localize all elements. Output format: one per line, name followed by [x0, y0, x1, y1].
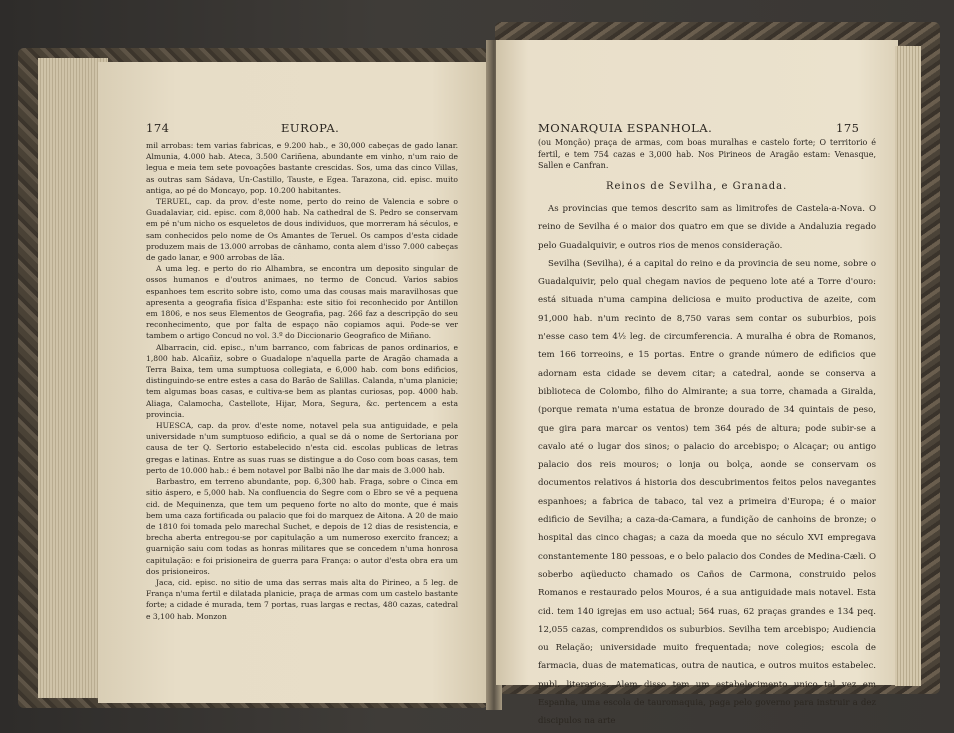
- right-top-paragraph: (ou Monção) praça de armas, com boas muralhas e castelo forte; O territorio é fertil, e tem 754 cazas e 3,000 hab. Nos Pirineos de Aragão estam: Venasque, Sallen e Canfran.: [538, 138, 876, 170]
- left-page: [98, 62, 490, 703]
- right-text-column: [538, 200, 876, 731]
- left-text-column: [146, 140, 458, 622]
- left-paragraph: Jaca, cid. episc. no sitio de uma das serras mais alta do Pirineo, a 5 leg. de França n'uma fertil e dilatada planicie, praça de armas com um castelo bastante forte; a cidade é murada, tem 7 portas, ruas largas e rectas, 480 cazas, catedral e 3,100 hab. Monzon: [146, 577, 458, 621]
- right-running-title: MONARQUIA ESPANHOLA.: [538, 121, 713, 135]
- right-page-number: 175: [836, 121, 860, 135]
- left-paragraph: mil arrobas: tem varias fabricas, e 9.200 hab., e 30,000 cabeças de gado lanar. Almunia, 4.000 hab. Ateca, 3.500 Cariñena, abundante em vinho, n'um raio de legua e meia tem sete povoações bastante crescidas. Sos, uma das cinco Villas, as outras sam Sádava, Un-Castillo, Tauste, e Egea. Tarazona, cid. episc. muito antiga, ao pé do Moncayo, pop. 10.200 habitantes.: [146, 141, 458, 195]
- right-page-edges: [895, 46, 921, 686]
- left-paragraph: TERUEL, cap. da prov. d'este nome, perto do reino de Valencia e sobre o Guadalaviar, cid. episc. com 8,000 hab. Na cathedral de S. Pedro se conservam em pé n'um nicho os esqueletos de dous individuos, que morreram há séculos, e sam conhecidos pelo nome de Os Amantes de Teruel. Os campos d'esta cidade produzem mais de 13.000 arrobas de cânhamo, conta alem d'isso 7.000 cabeças de gado lanar, e 900 arrobas de lãa.: [146, 197, 458, 263]
- left-running-title: EUROPA.: [281, 121, 340, 135]
- section-title: Reinos de Sevilha, e Granada.: [606, 181, 788, 192]
- left-page-number: 174: [146, 121, 170, 135]
- right-top-text: [538, 137, 876, 172]
- left-paragraph: A uma leg. e perto do rio Alhambra, se encontra um deposito singular de ossos humanos e d'outros animaes, no termo de Concud. Varios sabios espanhoes tem escrito sobre isto, como uma das cousas mais maravilhosas que apresenta a geografia física d'Espanha: este sitio foi reconhecido por Antillon em 1806, e nos seus Elementos de Geografia, pag. 266 faz a descripção do seu reconhecimento, que por falta de espaço não copiamos aqui. Pode-se ver tambem o artigo Concud no vol. 3.º do Diccionario Geografico de Miñano.: [146, 264, 458, 341]
- left-paragraph: HUESCA, cap. da prov. d'este nome, notavel pela sua antiguidade, e pela universidade n'um sumptuoso edificio, a qual se dá o nome de Sertoriana por causa de ter Q. Sertorio estabelecido n'esta cid. escolas publicas de letras gregas e latinas. Entre as suas ruas se distingue a do Coso com boas casas, tem perto de 10.000 hab.: é bem notavel por Balbi não lhe dar mais de 3.000 hab.: [146, 421, 458, 475]
- right-paragraph: As provincias que temos descrito sam as limitrofes de Castela-a-Nova. O reino de Sevilha é o maior dos quatro em que se divide a Andaluzia regado pelo Guadalquivir, e outros rios de menos consideração.: [538, 204, 876, 251]
- left-paragraph: Barbastro, em terreno abundante, pop. 6,300 hab. Fraga, sobre o Cinca em sitio áspero, e 5,000 hab. Na confluencia do Segre com o Ebro se vê a pequena cid. de Mequinenza, que tem um pequeno forte no alto do monte, que é mais bem uma caza fortificada ou palacio que foi do marquez de Aitona. A 20 de maio de 1810 foi tomada pelo marechal Suchet, e depois de 12 dias de resistencia, e brecha aberta entregou-se por capitulação a um numeroso exercito francez; a guarnição saiu com todas as honras militares que se concedem n'uma honrosa capitulação: e foi prisioneira de guerra para França: o autor d'esta obra era um dos prisioneiros.: [146, 477, 458, 576]
- left-paragraph: Albarracin, cid. episc., n'um barranco, com fabricas de panos ordinarios, e 1,800 hab. Alcañiz, sobre o Guadalope n'aquella parte de Aragão chamada a Terra Baixa, tem uma sumptuosa collegiata, e 6,000 hab. com bons edificios, distinguindo-se entre estes a casa do Barão de Salillas. Calanda, n'uma planicie; tem algumas boas casas, e cultiva-se bem as plantas curiosas, pop. 4000 hab. Aliaga, Calamocha, Castellote, Hijar, Mora, Segura, &c. pertencem a esta provincia.: [146, 342, 458, 419]
- right-page: [496, 40, 898, 727]
- right-paragraph: Sevilha (Sevilha), é a capital do reino e da provincia de seu nome, sobre o Guadalquivir, pelo qual chegam navios de pequeno lote até a Torre d'ouro: está situada n'uma campina deliciosa e muito productiva de azeite, com 91,000 hab. n'um recinto de 8,750 varas sem contar os suburbios, pois n'esse caso tem 4½ leg. de circumferencia. A muralha é obra de Romanos, tem 166 torreoins, e 15 portas. Entre o grande número de edificios que adornam esta cidade se devem citar; a catedral, aonde se conserva a biblioteca de Colombo, filho do Almirante; a sua torre, chamada a Giralda, (porque remata n'uma estatua de bronze dourado de 34 quintais de peso, que gira para marcar os ventos) tem 364 pés de altura; pode subir-se a cavalo até o lugar dos sinos; o palacio do arcebispo; o Alcaçar; ou antigo palacio dos reis mouros; o lonja ou bolça, aonde se conservam os documentos relativos á historia dos descubrimentos feitos pelos navegantes espanhoes; a fabrica de tabaco, tal vez a primeira d'Europa; é o maior edificio de Sevilha; a caza-da-Camara, a fundição de canhoins de bronze; o hospital das cinco chagas; a caza da moeda que no século XVI empregava constantemente 180 pessoas, e o belo palacio dos Condes de Medina-Cæli. O soberbo aqüeducto chamado os Caños de Carmona, construido pelos Romanos e restaurado pelos Mouros, é a sua antiguidade mais notavel. Esta cid. tem 140 igrejas em uso actual; 564 ruas, 62 praças grandes e 134 peq. 12,055 cazas, comprendidos os suburbios. Sevilha tem arcebispo; Audiencia ou Relação; universidade muito frequentada; nove colegios; escola de farmacia, duas de matematicas, outra de nautica, e outros muitos estabelec. publ. literarios. Alem disso tem um estabelecimento unico tal vez em Espanha, uma escola de tauromaquia, paga pelo governo para instruir a dez discipulos na arte: [538, 258, 876, 727]
